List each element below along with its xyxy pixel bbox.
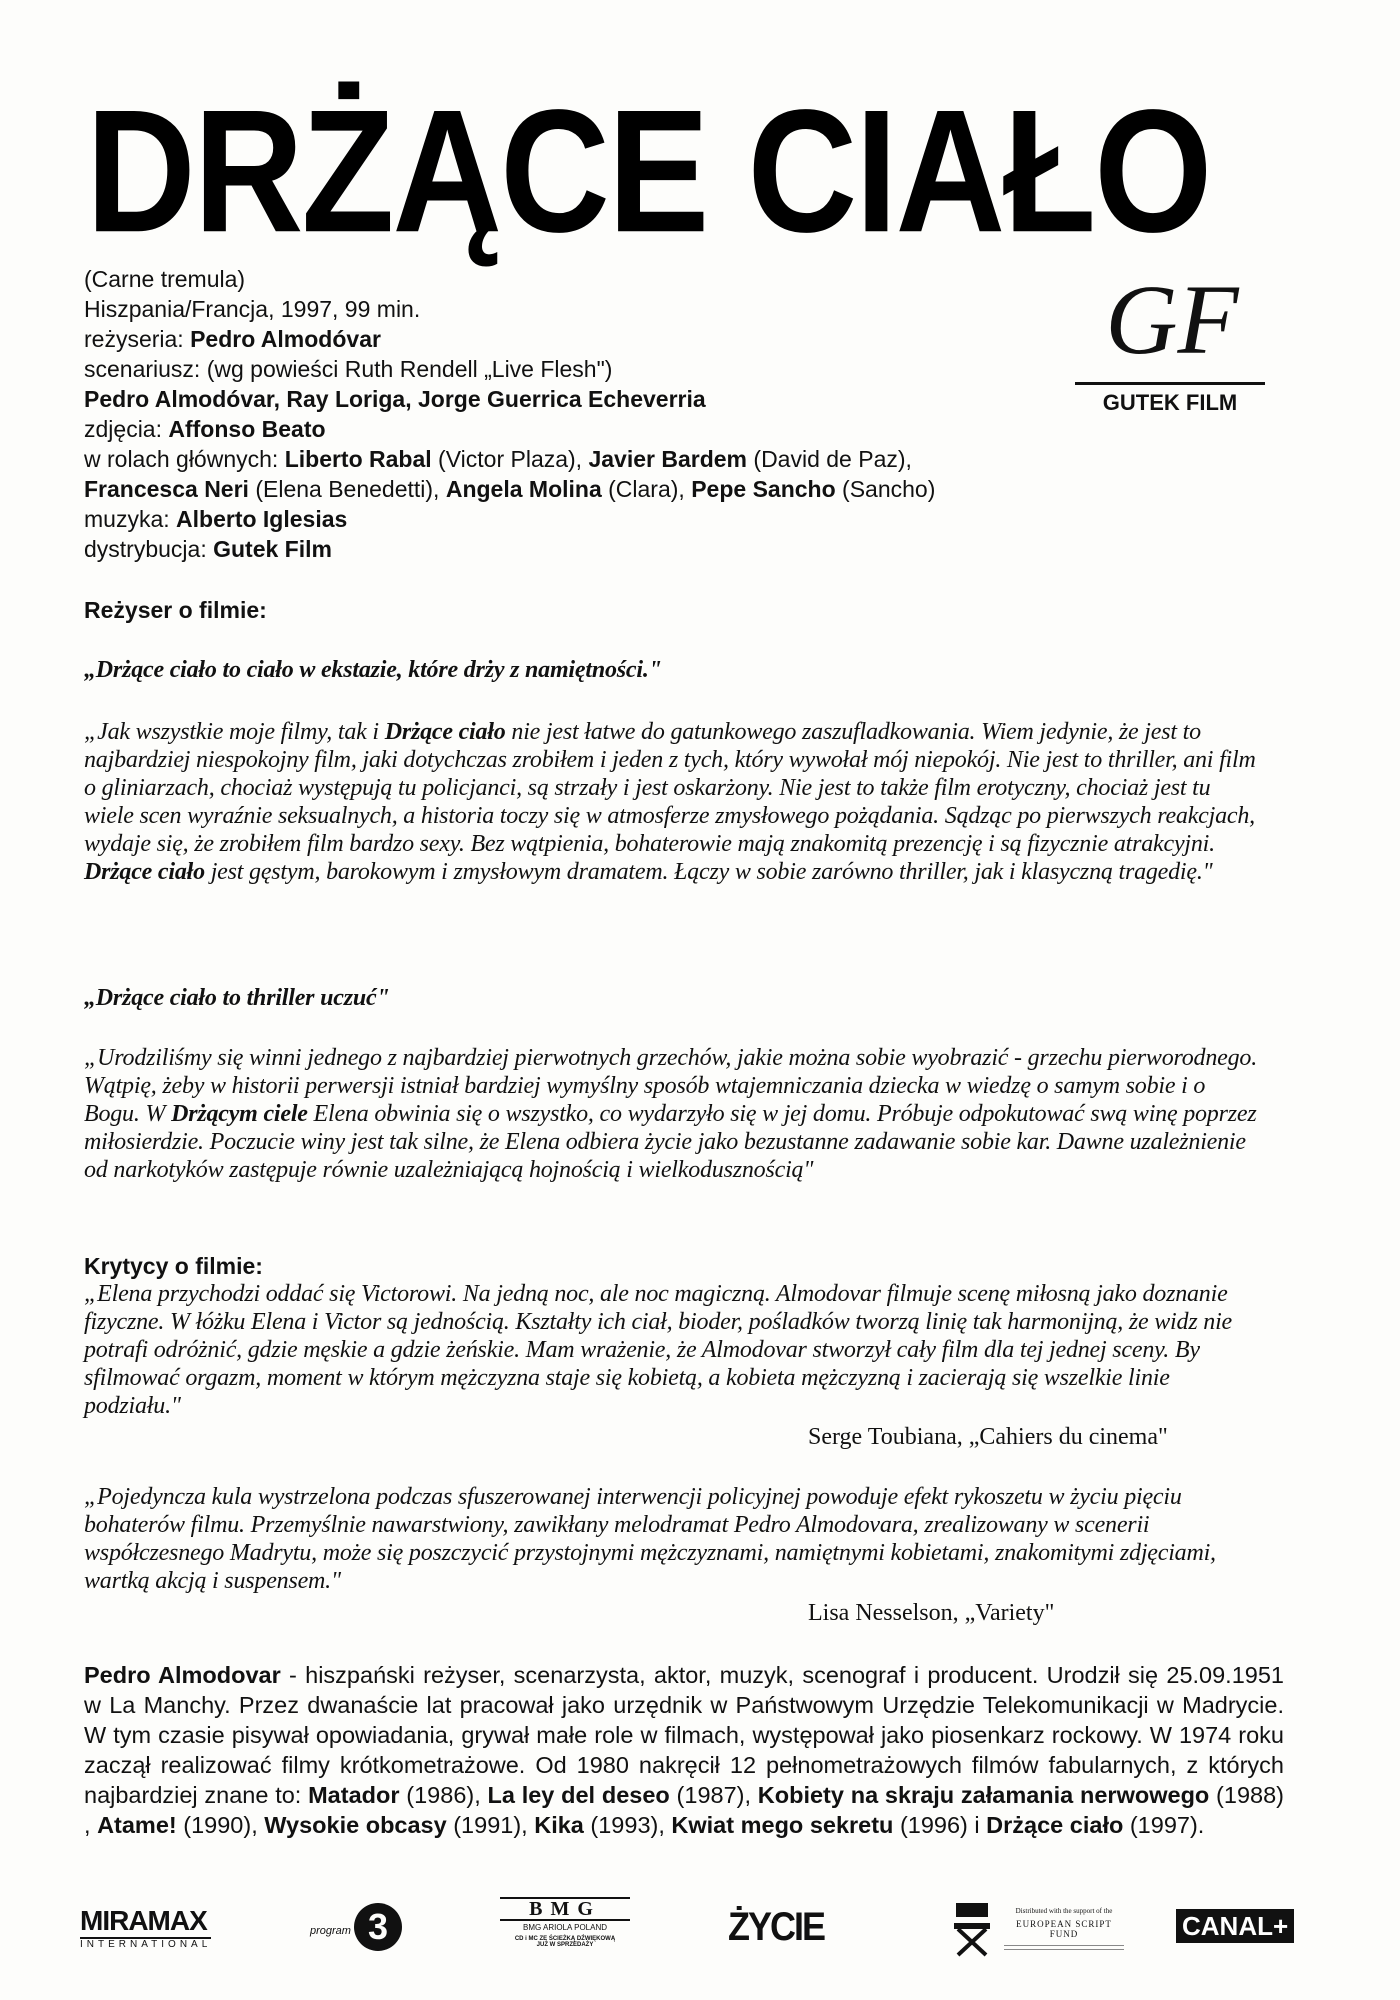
critics-section-heading: Krytycy o filmie: bbox=[84, 1253, 263, 1279]
quote-1-title: „Drżące ciało to ciało w ekstazie, które drży z namiętności." bbox=[84, 657, 662, 683]
distribution-line: dystrybucja: Gutek Film bbox=[84, 536, 332, 562]
director-bio: Pedro Almodovar - hiszpański reżyser, scenarzysta, aktor, muzyk, scenograf i producent. Urodził się 25.09.1951 w La Manchy. Przez dwanaście lat pracował jako urzędnik w Państwowym Urzędzie Telekomunikacji w Madrycie. W tym czasie pisywał opowiadania, grywał małe role w filmach, występował jako piosenkarz rockowy. W 1974 roku zaczął realizować filmy krótkometrażowe. Od 1980 nakręcił 12 pełnometrażowych filmów fabularnych, z których najbardziej znane to: Matador (1986), La ley del deseo (1987), Kobiety na skraju załamania nerwowego (1988) , Atame! (1990), Wysokie obcasy (1991), Kika (1993), Kwiat mego sekretu (1996) i Drżące ciało (1997). bbox=[84, 1662, 1284, 1838]
director-line: reżyseria: Pedro Almodóvar bbox=[84, 326, 381, 352]
review-1-source: Serge Toubiana, „Cahiers du cinema" bbox=[808, 1424, 1168, 1450]
screenplay-authors: Pedro Almodóvar, Ray Loriga, Jorge Guerrica Echeverria bbox=[84, 386, 706, 412]
screenplay-line: scenariusz: (wg powieści Ruth Rendell „Live Flesh") bbox=[84, 356, 613, 382]
review-2-source: Lisa Nesselson, „Variety" bbox=[808, 1600, 1055, 1626]
director-chair-icon bbox=[952, 1901, 992, 1962]
production-info: Hiszpania/Francja, 1997, 99 min. bbox=[84, 296, 421, 322]
esf-logo: Distributed with the support of the EUROPEAN SCRIPT FUND bbox=[1004, 1907, 1124, 1950]
gf-monogram: GF bbox=[1105, 264, 1239, 375]
director-section-heading: Reżyser o filmie: bbox=[84, 597, 267, 623]
canal-plus-logo: CANAL+ bbox=[1176, 1909, 1294, 1943]
program3-logo: program 3 bbox=[310, 1903, 410, 1953]
gutek-film-name: GUTEK FILM bbox=[1102, 390, 1238, 415]
logo-rule bbox=[1075, 382, 1265, 385]
review-1: „Elena przychodzi oddać się Victorowi. Na jedną noc, ale noc magiczną. Almodovar filmuje scenę miłosną jako doznanie fizyczne. W łóżku Elena i Victor są jednością. Kształty ich ciał, bioder, pośladków tworzą linię tak harmonijną, że widz nie potrafi odróżnić, gdzie męskie a gdzie żeńskie. Mam wrażenie, że Almodovar stworzył cały film dla tej jednej sceny. By sfilmować orgazm, moment w którym mężczyzna staje się kobietą, a kobieta mężczyzną i zacierają się wszelkie linie podziału." bbox=[84, 1281, 1232, 1419]
cast-line-2: Francesca Neri (Elena Benedetti), Angela Molina (Clara), Pepe Sancho (Sancho) bbox=[84, 476, 936, 502]
cast-line: w rolach głównych: Liberto Rabal (Victor Plaza), Javier Bardem (David de Paz), bbox=[84, 446, 912, 472]
film-credits bbox=[84, 264, 1184, 564]
program3-disc: 3 bbox=[354, 1903, 402, 1951]
quote-1-body: „Jak wszystkie moje filmy, tak i Drżące ciało nie jest łatwe do gatunkowego zaszufladkowania. Wiem jedynie, że jest to najbardziej niespokojny film, jaki dotychczas zrobiłem i jeden z tych, który wywołał mój niepokój. Nie jest to thriller, ani film o gliniarzach, chociaż występują tu policjanci, są strzały i jest oskarżony. Nie jest to także film erotyczny, chociaż jest tu wiele scen wyraźnie seksualnych, a historia toczy się w atmosferze zmysłowego pożądania. Sądząc po pierwszych reakcjach, wydaje się, że zrobiłem film bardzo sexy. Bez wątpienia, bohaterowie mają znakomitą prezencję i są fizycznie atrakcyjni. Drżące ciało jest gęstym, barokowym i zmysłowym dramatem. Łączy w sobie zarówno thriller, jak i klasyczną tragedię." bbox=[84, 719, 1256, 885]
page-title: DRŻĄCE CIAŁO bbox=[86, 73, 1211, 270]
gutek-film-logo bbox=[1075, 264, 1265, 420]
zycie-logo: ŻYCIE bbox=[728, 1903, 825, 1949]
photo-line: zdjęcia: Affonso Beato bbox=[84, 416, 326, 442]
original-title: (Carne tremula) bbox=[84, 266, 246, 292]
quote-2-body: „Urodziliśmy się winni jednego z najbardziej pierwotnych grzechów, jakie można sobie wyobrazić - grzechu pierworodnego. Wątpię, żeby w historii perwersji istniał bardziej wymyślny sposób wtajemniczania dziecka w wiedzę o samym sobie i o Bogu. W Drżącym ciele Elena obwinia się o wszystko, co wydarzyło się w jej domu. Próbuje odpokutować swą winę poprzez miłosierdzie. Poczucie winy jest tak silne, że Elena odbiera życie jako bezustanne zadawanie sobie kar. Dawne uzależnienie od narkotyków zastępuje równie uzależniającą hojnością i wielkodusznością" bbox=[84, 1045, 1257, 1183]
miramax-logo: MIRAMAX INTERNATIONAL bbox=[80, 1905, 212, 1950]
review-2: „Pojedyncza kula wystrzelona podczas sfuszerowanej interwencji policyjnej powoduje efekt rykoszetu w życiu pięciu bohaterów filmu. Przemyślnie nawarstwiony, zawikłany melodramat Pedro Almodovara, zrealizowany w scenerii współczesnego Madrytu, może się poszczycić przystojnymi mężczyznami, namiętnymi kobietami, znakomitymi zdjęciami, wartką akcją i suspensem." bbox=[84, 1484, 1216, 1594]
music-line: muzyka: Alberto Iglesias bbox=[84, 506, 348, 532]
bmg-logo: BMG BMG ARIOLA POLAND CD i MC ZE ŚCIEŻKĄ DŹWIĘKOWĄ JUŻ W SPRZEDAŻY bbox=[500, 1897, 630, 1948]
quote-2-title: „Drżące ciało to thriller uczuć" bbox=[84, 985, 390, 1011]
sponsor-logos bbox=[0, 1895, 1400, 1965]
